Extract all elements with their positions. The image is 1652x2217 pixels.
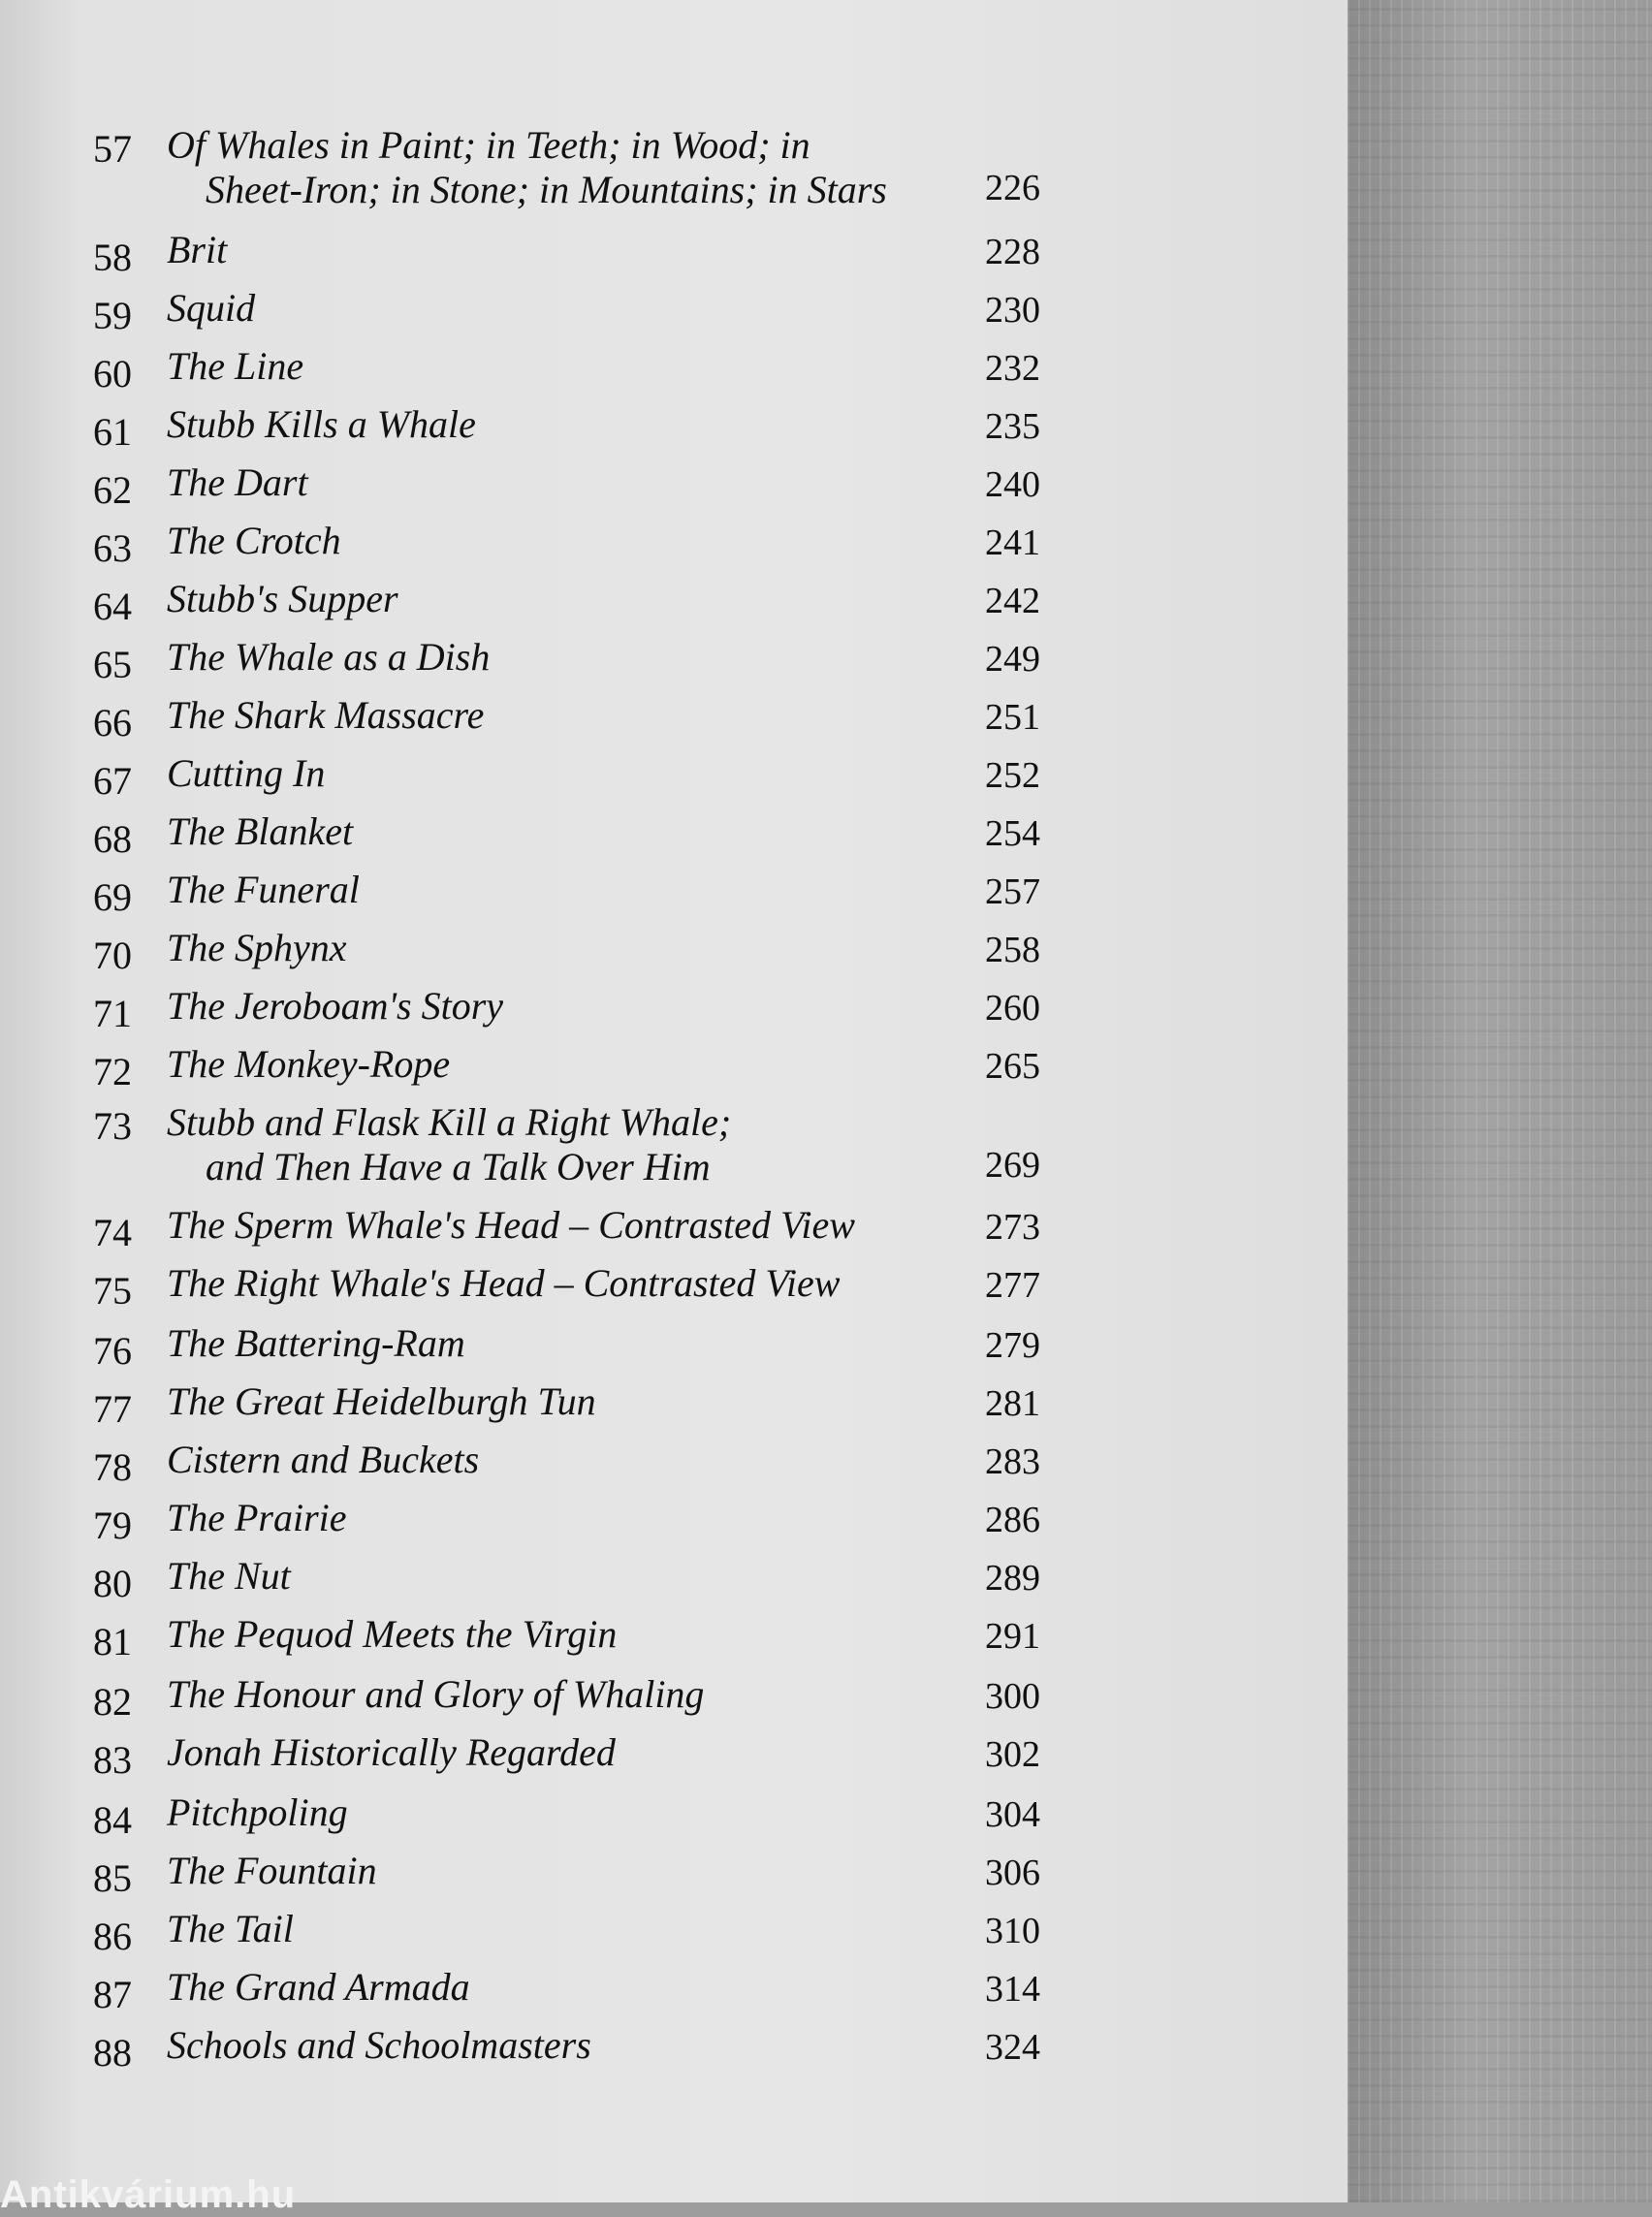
page-number: 265 <box>985 1046 1040 1087</box>
chapter-number: 73 <box>93 1104 132 1148</box>
chapter-number: 88 <box>93 2031 132 2074</box>
chapter-title: The Sperm Whale's Head – Contrasted View <box>167 1203 855 1247</box>
chapter-number: 74 <box>93 1211 132 1254</box>
toc-entry <box>0 122 1163 211</box>
chapter-number: 81 <box>93 1620 132 1663</box>
page-number: 228 <box>985 232 1040 272</box>
chapter-number: 80 <box>93 1562 132 1605</box>
chapter-number: 62 <box>93 468 132 512</box>
page-number: 291 <box>985 1616 1040 1657</box>
page-number: 258 <box>985 930 1040 970</box>
toc-entry <box>0 1041 1163 1099</box>
chapter-number: 70 <box>93 934 132 977</box>
toc-entry <box>0 925 1163 983</box>
chapter-number: 86 <box>93 1915 132 1958</box>
toc-entry <box>0 518 1163 576</box>
chapter-number: 57 <box>93 127 132 171</box>
page-number: 232 <box>985 348 1040 389</box>
chapter-title: The Shark Massacre <box>167 693 485 737</box>
chapter-title: Schools and Schoolmasters <box>167 2023 591 2067</box>
toc-entry <box>0 1906 1163 1964</box>
watermark: Antikvárium.hu <box>0 2173 297 2216</box>
toc-entry <box>0 634 1163 692</box>
chapter-number: 85 <box>93 1856 132 1900</box>
chapter-title: The Pequod Meets the Virgin <box>167 1612 618 1656</box>
toc-entry <box>0 343 1163 401</box>
chapter-number: 84 <box>93 1798 132 1842</box>
page-number: 251 <box>985 697 1040 738</box>
toc-entry <box>0 227 1163 285</box>
chapter-number: 66 <box>93 701 132 744</box>
chapter-title-continued: Sheet-Iron; in Stone; in Mountains; in Stars <box>206 168 887 211</box>
chapter-title: The Blanket <box>167 809 354 853</box>
toc-entry <box>0 1099 1163 1188</box>
chapter-title: Jonah Historically Regarded <box>167 1730 616 1774</box>
chapter-title: Stubb's Supper <box>167 577 398 620</box>
page-number: 302 <box>985 1734 1040 1775</box>
chapter-title: Stubb and Flask Kill a Right Whale; <box>167 1100 732 1144</box>
page-number: 226 <box>985 168 1040 208</box>
page-number: 273 <box>985 1207 1040 1248</box>
page-number: 281 <box>985 1383 1040 1424</box>
chapter-number: 59 <box>93 294 132 337</box>
page-number: 283 <box>985 1441 1040 1482</box>
page-number: 249 <box>985 639 1040 680</box>
page-number: 304 <box>985 1794 1040 1835</box>
toc-entry <box>0 1611 1163 1669</box>
background-surface <box>1348 0 1652 2202</box>
toc-entry <box>0 1202 1163 1260</box>
toc-entry <box>0 1553 1163 1611</box>
page-number: 300 <box>985 1676 1040 1717</box>
chapter-number: 69 <box>93 875 132 919</box>
chapter-number: 60 <box>93 352 132 396</box>
chapter-title: The Honour and Glory of Whaling <box>167 1672 705 1716</box>
toc-entry <box>0 2022 1163 2080</box>
chapter-number: 72 <box>93 1050 132 1093</box>
chapter-number: 63 <box>93 526 132 570</box>
chapter-title: The Crotch <box>167 519 341 562</box>
chapter-title: The Whale as a Dish <box>167 635 491 679</box>
chapter-number: 79 <box>93 1504 132 1547</box>
page-number: 306 <box>985 1853 1040 1893</box>
toc-entry <box>0 1964 1163 2022</box>
toc-entry <box>0 1495 1163 1553</box>
chapter-title: The Jeroboam's Story <box>167 984 504 1028</box>
chapter-number: 75 <box>93 1269 132 1313</box>
page-number: 240 <box>985 464 1040 505</box>
chapter-title: The Battering-Ram <box>167 1321 465 1365</box>
chapter-number: 58 <box>93 236 132 279</box>
chapter-title: The Dart <box>167 460 308 504</box>
page-number: 260 <box>985 988 1040 1029</box>
toc-entry <box>0 576 1163 634</box>
toc-entry <box>0 1671 1163 1729</box>
chapter-number: 82 <box>93 1680 132 1724</box>
chapter-title: The Monkey-Rope <box>167 1042 451 1086</box>
chapter-title: Pitchpoling <box>167 1790 348 1834</box>
chapter-title: The Tail <box>167 1907 294 1950</box>
chapter-title: The Right Whale's Head – Contrasted View <box>167 1261 841 1305</box>
toc-entry <box>0 401 1163 459</box>
chapter-title-continued: and Then Have a Talk Over Him <box>206 1145 711 1188</box>
chapter-title: Stubb Kills a Whale <box>167 402 476 446</box>
chapter-number: 71 <box>93 992 132 1035</box>
chapter-title: The Great Heidelburgh Tun <box>167 1379 596 1423</box>
page-number: 314 <box>985 1969 1040 2010</box>
chapter-number: 76 <box>93 1329 132 1373</box>
toc-entry <box>0 1320 1163 1378</box>
toc-entry <box>0 1848 1163 1906</box>
chapter-title: Cistern and Buckets <box>167 1438 480 1481</box>
page-number: 254 <box>985 813 1040 854</box>
page-number: 269 <box>985 1145 1040 1186</box>
chapter-title: Of Whales in Paint; in Teeth; in Wood; in <box>167 123 810 167</box>
toc-entry <box>0 867 1163 925</box>
chapter-number: 67 <box>93 759 132 803</box>
toc-entry <box>0 1437 1163 1495</box>
toc-entry <box>0 808 1163 867</box>
page-number: 252 <box>985 755 1040 796</box>
chapter-number: 87 <box>93 1973 132 2016</box>
toc-entry <box>0 692 1163 750</box>
chapter-title: The Grand Armada <box>167 1965 470 2009</box>
chapter-title: Brit <box>167 228 228 271</box>
toc-entry <box>0 459 1163 518</box>
chapter-number: 61 <box>93 410 132 454</box>
chapter-number: 64 <box>93 585 132 628</box>
page-number: 235 <box>985 406 1040 447</box>
page-number: 324 <box>985 2027 1040 2068</box>
chapter-number: 78 <box>93 1445 132 1489</box>
toc-entry <box>0 1260 1163 1318</box>
chapter-number: 77 <box>93 1387 132 1431</box>
chapter-title: Cutting In <box>167 751 326 795</box>
toc-entry <box>0 983 1163 1041</box>
page-number: 242 <box>985 581 1040 621</box>
toc-entry <box>0 1729 1163 1788</box>
chapter-title: The Line <box>167 344 304 388</box>
chapter-title: Squid <box>167 286 256 330</box>
chapter-title: The Nut <box>167 1554 291 1598</box>
page-number: 257 <box>985 871 1040 912</box>
chapter-title: The Prairie <box>167 1496 347 1539</box>
chapter-number: 83 <box>93 1738 132 1782</box>
chapter-title: The Sphynx <box>167 926 347 969</box>
chapter-title: The Fountain <box>167 1849 377 1892</box>
page-number: 241 <box>985 523 1040 563</box>
page-number: 310 <box>985 1911 1040 1951</box>
page-number: 230 <box>985 290 1040 331</box>
chapter-title: The Funeral <box>167 868 360 911</box>
toc-entry <box>0 285 1163 343</box>
page-number: 289 <box>985 1558 1040 1599</box>
page-number: 286 <box>985 1500 1040 1540</box>
toc-entry <box>0 1378 1163 1437</box>
page-number: 279 <box>985 1325 1040 1366</box>
toc-entry <box>0 750 1163 808</box>
chapter-number: 65 <box>93 643 132 686</box>
toc-entry <box>0 1789 1163 1848</box>
page-number: 277 <box>985 1265 1040 1306</box>
chapter-number: 68 <box>93 817 132 861</box>
